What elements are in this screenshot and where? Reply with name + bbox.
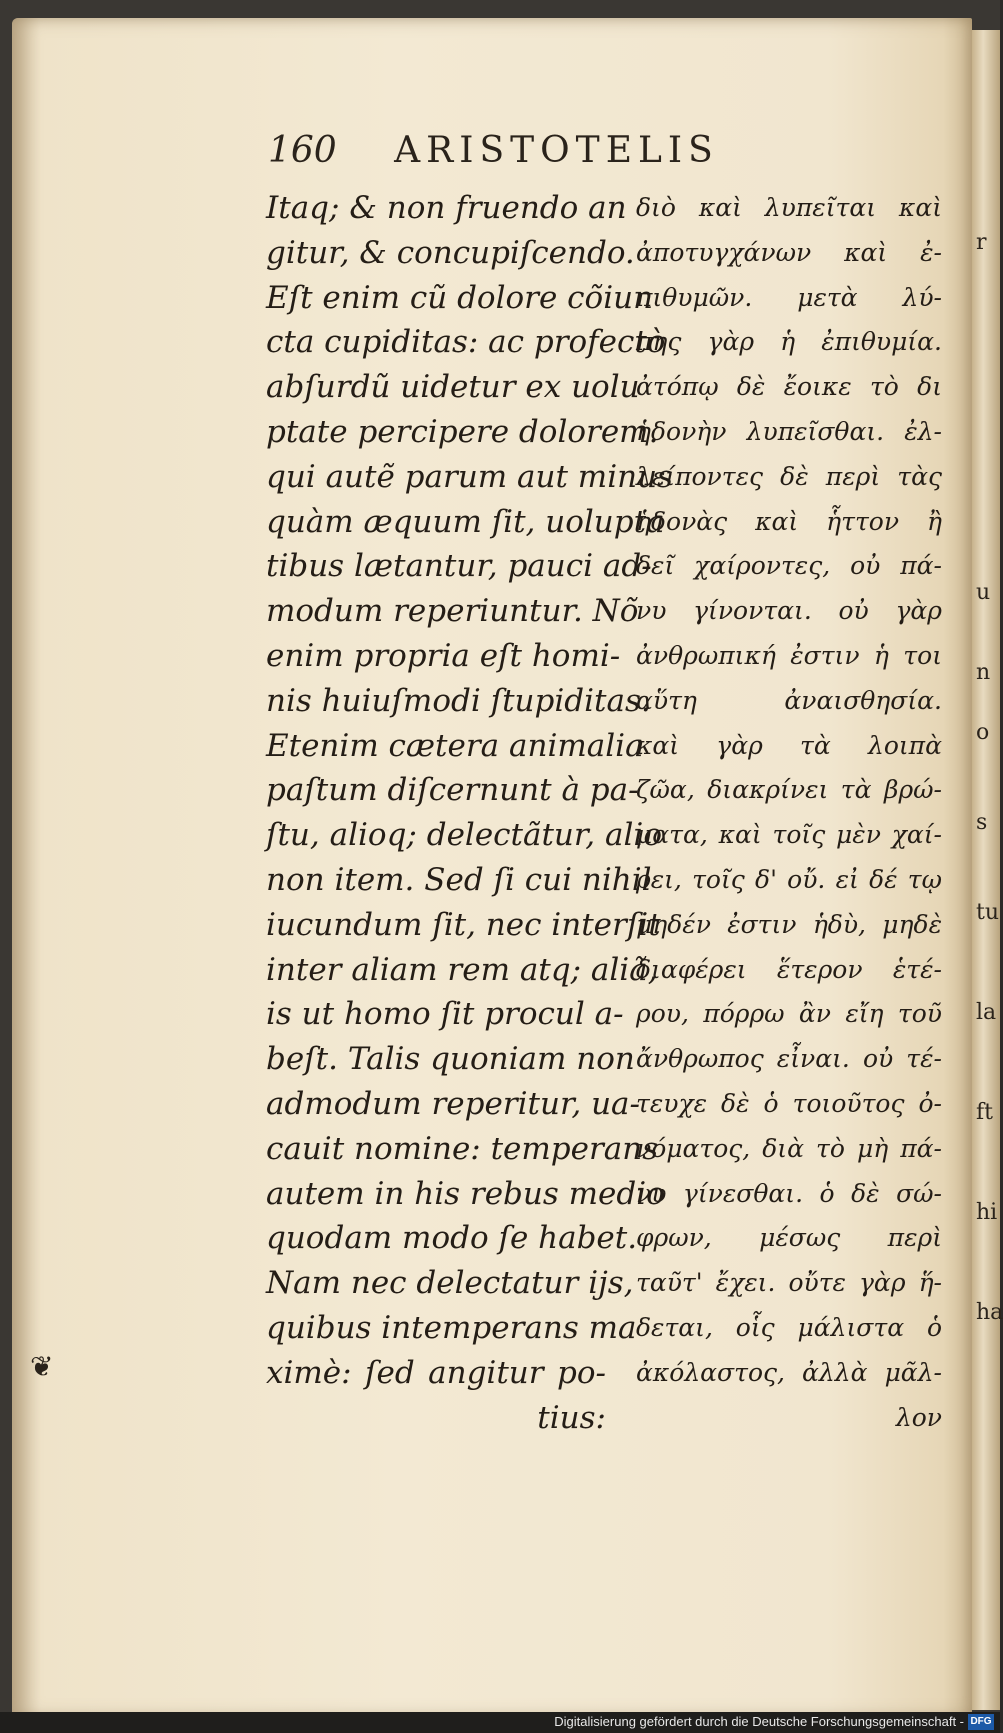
greek-text-line: νυ γίνεσθαι. ὁ δὲ σώ-	[636, 1178, 942, 1208]
greek-text-line: ταῦτ' ἔχει. οὔτε γὰρ ἥ-	[636, 1268, 942, 1298]
greek-text-line: λον	[895, 1402, 942, 1432]
latin-text-line: Nam nec delectatur ijs,	[266, 1265, 634, 1302]
latin-text-line: admodum reperitur, ua-	[266, 1085, 640, 1122]
greek-text-line: ἀτόπῳ δὲ ἔοικε τὸ δι	[636, 372, 942, 402]
greek-text-line: δεῖ χαίροντες, οὐ πά-	[636, 551, 942, 581]
latin-text-line: gitur, & concupiſcendo.	[266, 234, 635, 271]
dfg-logo: DFG	[968, 1714, 994, 1730]
latin-text-line: is ut homo ſit procul a-	[266, 996, 624, 1033]
margin-fragment: u	[976, 580, 991, 605]
latin-text-line: inter aliam rem atq; aliã,	[266, 951, 658, 988]
latin-text-line: iucundum ſit, nec interſit	[266, 906, 661, 943]
greek-text-line: ἡδονὴν λυπεῖσθαι. ἐλ-	[636, 416, 942, 446]
latin-text-line: Itaq; & non fruendo an	[266, 190, 627, 226]
latin-text-line: cauit nomine: temperans	[266, 1130, 659, 1167]
greek-text-line: ἀκόλαστος, ἀλλὰ μᾶλ-	[636, 1357, 942, 1387]
greek-text-line: ἡδονὰς καὶ ἧττον ἢ	[636, 506, 942, 536]
margin-fragment: ft	[976, 1100, 993, 1125]
printers-flower-icon: ❦	[30, 1350, 54, 1383]
greek-text-line: διὸ καὶ λυπεῖται καὶ	[636, 193, 942, 222]
margin-fragment: s	[976, 810, 988, 835]
greek-text-line: νόματος, διὰ τὸ μὴ πά-	[636, 1133, 942, 1163]
greek-column	[636, 186, 942, 1440]
greek-text-line: ρου, πόρρω ἂν εἴη τοῦ	[636, 999, 942, 1029]
latin-text-line: qui autẽ parum aut minus	[266, 458, 673, 495]
greek-text-line: καὶ γὰρ τὰ λοιπὰ	[636, 730, 942, 760]
greek-text-line: λείποντες δὲ περὶ τὰς	[636, 461, 942, 491]
latin-text-line: quibus intemperans ma	[266, 1309, 637, 1346]
latin-text-line: enim propria eſt homi-	[266, 637, 621, 674]
latin-text-line: non item. Sed ſi cui nihil	[266, 861, 652, 898]
latin-text-line: ſtu, alioq; delectãtur, alio	[266, 817, 662, 854]
latin-text-line: quodam modo ſe habet.	[266, 1220, 638, 1257]
margin-fragment: tu	[976, 900, 1000, 925]
greek-text-line: δεται, οἷς μάλιστα ὁ	[636, 1312, 942, 1342]
greek-text-line: ζῶα, διακρίνει τὰ βρώ-	[636, 775, 942, 805]
latin-text-line: Eſt enim cũ dolore cõiun	[266, 279, 654, 316]
latin-text-line: beſt. Talis quoniam non	[266, 1041, 635, 1078]
latin-text-line: autem in his rebus medio	[266, 1175, 665, 1212]
latin-text-line: Etenim cætera animalia	[266, 727, 644, 764]
greek-text-line: πιθυμῶν. μετὰ λύ-	[636, 282, 942, 312]
greek-text-line: νυ γίνονται. οὐ γὰρ	[636, 596, 942, 626]
latin-text-line: paſtum diſcernunt à pa-	[266, 772, 639, 809]
greek-text-line: ματα, καὶ τοῖς μὲν χαί-	[636, 820, 942, 850]
margin-fragment: la	[976, 1000, 997, 1025]
greek-text-line: μηδέν ἐστιν ἡδὺ, μηδὲ	[636, 909, 942, 939]
facing-page-edge	[972, 30, 1003, 1710]
margin-fragment: n	[976, 660, 991, 685]
greek-text-line: ἀποτυγχάνων καὶ ἐ-	[636, 237, 942, 267]
margin-fragment: ha	[976, 1300, 1003, 1325]
page-number: 160	[268, 130, 337, 171]
greek-text-line: ρει, τοῖς δ' οὔ. εἰ δέ τῳ	[636, 864, 942, 894]
latin-text-line: nis huiuſmodi ſtupiditas.	[266, 682, 651, 719]
latin-text-line: tius:	[537, 1399, 606, 1436]
greek-text-line: φρων, μέσως περὶ	[636, 1223, 942, 1253]
margin-fragment: r	[976, 230, 987, 255]
latin-text-line: tibus lætantur, pauci ad-	[266, 548, 652, 585]
latin-text-line: ptate percipere dolorem.	[266, 413, 659, 450]
running-head	[268, 130, 838, 171]
latin-text-line: quàm æquum ſit, uolupta	[266, 503, 665, 540]
funding-notice: Digitalisierung gefördert durch die Deutsche Forschungsgemeinschaft -	[554, 1714, 964, 1729]
margin-fragment: o	[976, 720, 990, 745]
greek-text-line: πης γὰρ ἡ ἐπιθυμία.	[636, 327, 942, 357]
margin-fragment: hi	[976, 1200, 998, 1225]
latin-text-line: abſurdũ uidetur ex uolu	[266, 369, 640, 406]
greek-text-line: διαφέρει ἕτερον ἑτέ-	[636, 954, 942, 984]
latin-column	[266, 186, 673, 1440]
latin-text-line: cta cupiditas: ac profectò	[266, 324, 666, 361]
latin-text-line: modum reperiuntur. Nõ	[266, 593, 639, 630]
greek-text-line: ἀνθρωπική ἐστιν ἡ τοι	[636, 640, 942, 670]
greek-text-line: αὕτη ἀναισθησία.	[636, 685, 942, 715]
running-title: ARISTOTELIS	[394, 130, 719, 171]
greek-text-line: τευχε δὲ ὁ τοιοῦτος ὀ-	[636, 1088, 942, 1118]
latin-text-line: ximè: ſed angitur po-	[266, 1354, 606, 1391]
greek-text-line: ἄνθρωπος εἶναι. οὐ τέ-	[636, 1044, 942, 1074]
